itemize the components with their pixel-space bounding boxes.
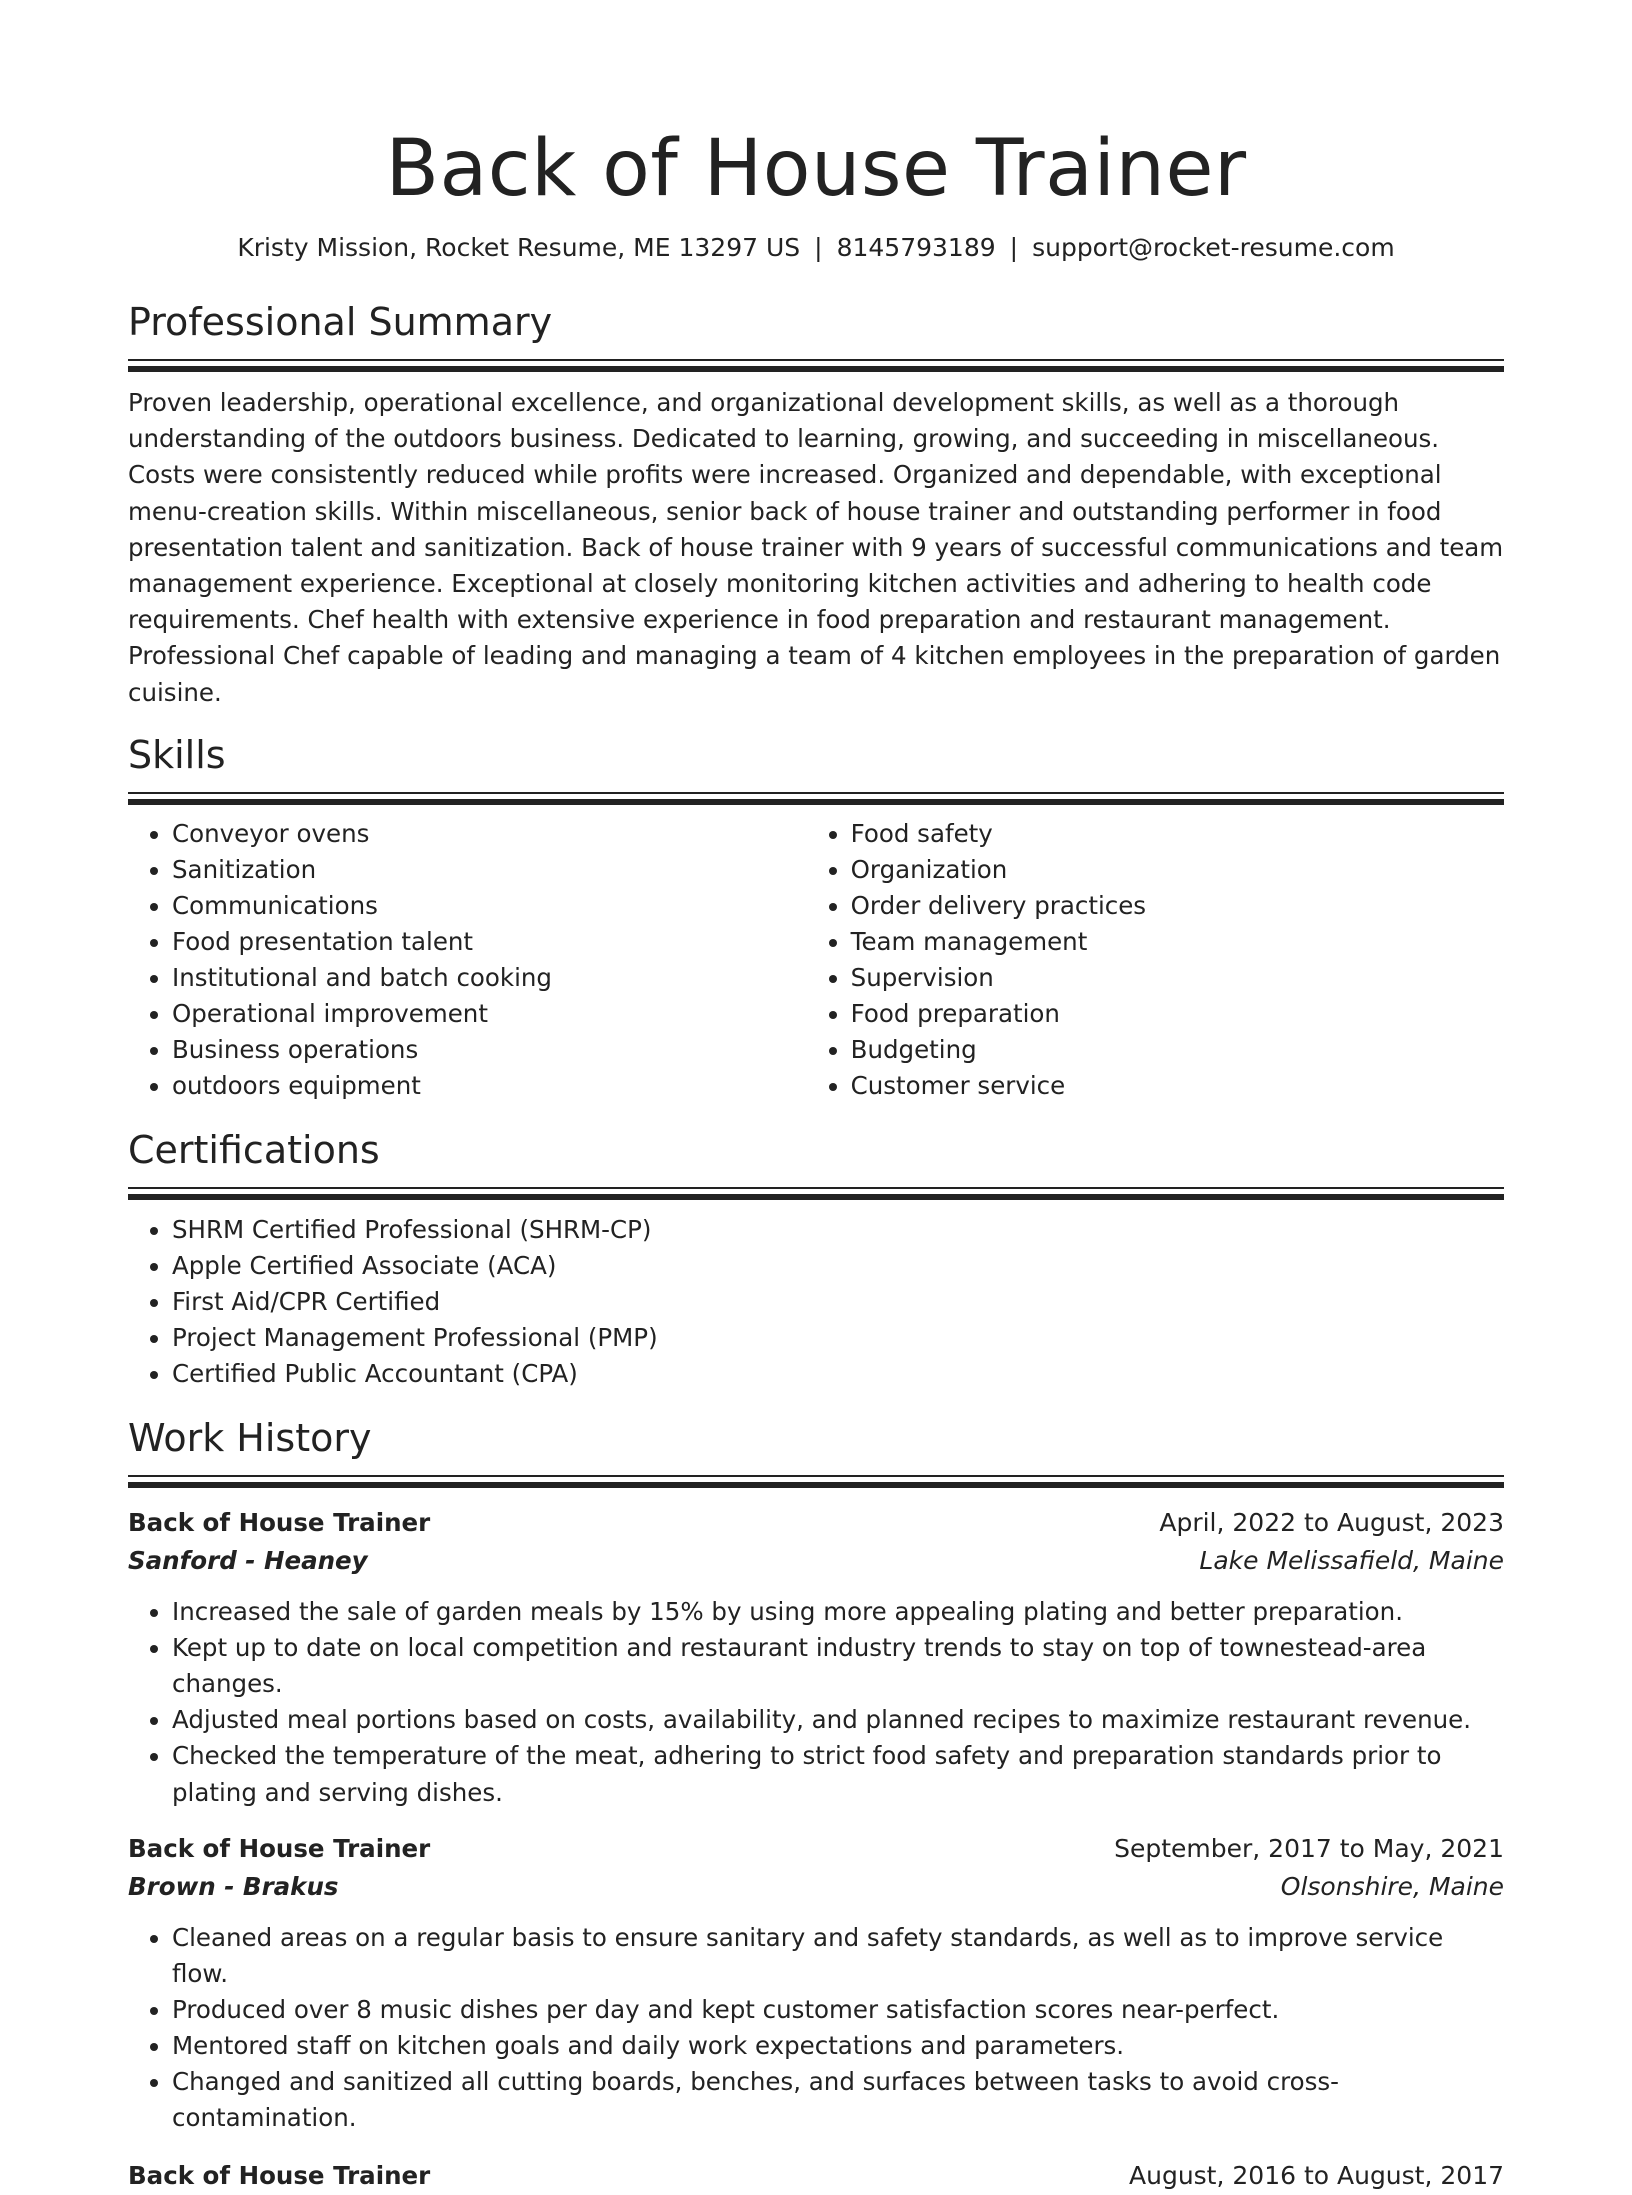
job-company: Brown - Brakus — [128, 1871, 339, 1901]
job-bullets — [128, 1594, 1504, 1811]
job-entry — [128, 1504, 1504, 1811]
skills-list-right — [807, 816, 1504, 1105]
job-title: Back of House Trainer — [128, 1833, 431, 1863]
job-bullets — [128, 1920, 1504, 2137]
contact-separator: | — [814, 233, 823, 262]
contact-email[interactable]: support@rocket-resume.com — [1032, 233, 1395, 262]
job-dates: April, 2022 to August, 2023 — [1159, 1508, 1504, 1538]
certification-item: • Apple Certified Associate (ACA) — [172, 1248, 1504, 1284]
skill-item: • Food safety — [851, 816, 1504, 852]
skills-section — [128, 732, 1504, 1105]
job-bullet: • Changed and sanitized all cutting boards, benches, and surfaces between tasks to avoid cross-contamination. — [172, 2064, 1504, 2136]
section-rule — [128, 1187, 1504, 1189]
certification-item: • SHRM Certified Professional (SHRM-CP) — [172, 1212, 1504, 1248]
section-rule-thick — [128, 366, 1504, 372]
job-bullet: • Increased the sale of garden meals by 15% by using more appealing plating and better preparation. — [172, 1594, 1504, 1630]
job-header-row — [128, 2157, 1504, 2195]
skill-item: • Customer service — [851, 1068, 1504, 1104]
section-heading-skills: Skills — [128, 732, 226, 777]
job-location: Olsonshire, Maine — [1280, 1871, 1504, 1901]
summary-text: Proven leadership, operational excellence, and organizational development skills, as well as a thorough understanding of the outdoors business. Dedicated to learning, growing, and succeeding in miscellaneous. Costs were consistently reduced while profits were increased. Organized and dependable, with exceptional menu-creation skills. Within miscellaneous, senior back of house trainer and outstanding performer in food presentation talent and sanitization. Back of house trainer with 9 years of successful communications and team management experience. Exceptional at closely monitoring kitchen activities and adhering to health code requirements. Chef health with extensive experience in food preparation and restaurant management. Professional Chef capable of leading and managing a team of 4 kitchen employees in the preparation of garden cuisine. — [128, 388, 1504, 707]
skill-item: • Budgeting — [851, 1032, 1504, 1068]
work-history-section — [128, 1415, 1504, 2195]
certification-item: • First Aid/CPR Certified — [172, 1284, 1504, 1320]
certification-item: • Certified Public Accountant (CPA) — [172, 1356, 1504, 1392]
job-title: Back of House Trainer — [128, 1508, 431, 1538]
job-bullet: • Mentored staff on kitchen goals and daily work expectations and parameters. — [172, 2028, 1504, 2064]
contact-line — [128, 232, 1504, 264]
section-rule — [128, 359, 1504, 361]
job-bullet: • Cleaned areas on a regular basis to ensure sanitary and safety standards, as well as to improve service flow. — [172, 1920, 1504, 1992]
job-entry — [128, 2157, 1504, 2195]
section-rule — [128, 1475, 1504, 1477]
section-rule-thick — [128, 1194, 1504, 1200]
job-bullet: • Checked the temperature of the meat, adhering to strict food safety and preparation standards prior to plating and serving dishes. — [172, 1738, 1504, 1810]
certification-item: • Project Management Professional (PMP) — [172, 1320, 1504, 1356]
job-company: Sanford - Heaney — [128, 1546, 368, 1576]
skill-item: • Operational improvement — [172, 996, 807, 1032]
resume-title: Back of House Trainer — [385, 124, 1247, 214]
skill-item: • outdoors equipment — [172, 1068, 807, 1104]
skill-item: • Institutional and batch cooking — [172, 960, 807, 996]
skill-item: • Conveyor ovens — [172, 816, 807, 852]
section-rule-thick — [128, 799, 1504, 805]
contact-address: Kristy Mission, Rocket Resume, ME 13297 US — [237, 233, 801, 262]
section-heading-summary: Professional Summary — [128, 300, 553, 344]
section-rule — [128, 792, 1504, 794]
skill-item: • Order delivery practices — [851, 888, 1504, 924]
skill-item: • Food presentation talent — [172, 924, 807, 960]
section-rule-thick — [128, 1482, 1504, 1488]
job-header-row — [128, 1504, 1504, 1542]
skills-grid — [128, 816, 1504, 1105]
certifications-section — [128, 1127, 1504, 1392]
skill-item: • Team management — [851, 924, 1504, 960]
section-heading-certifications: Certifications — [128, 1127, 380, 1172]
skills-list-left — [128, 816, 807, 1105]
job-subheader-row — [128, 1868, 1504, 1906]
skill-item: • Supervision — [851, 960, 1504, 996]
job-bullet: • Produced over 8 music dishes per day and kept customer satisfaction scores near-perfect. — [172, 1992, 1504, 2028]
job-dates: August, 2016 to August, 2017 — [1129, 2161, 1504, 2191]
job-location: Lake Melissafield, Maine — [1199, 1546, 1504, 1576]
section-heading-work-history: Work History — [128, 1416, 372, 1461]
certifications-list — [128, 1212, 1504, 1392]
skill-item: • Communications — [172, 888, 807, 924]
job-header-row — [128, 1830, 1504, 1868]
job-dates: September, 2017 to May, 2021 — [1114, 1833, 1504, 1863]
skill-item: • Business operations — [172, 1032, 807, 1068]
job-entry — [128, 1830, 1504, 2137]
skill-item: • Sanitization — [172, 852, 807, 888]
summary-section — [128, 299, 1504, 711]
contact-separator: | — [1009, 233, 1019, 262]
job-bullet: • Adjusted meal portions based on costs, availability, and planned recipes to maximize restaurant revenue. — [172, 1702, 1504, 1738]
resume-page — [128, 0, 1504, 2195]
contact-phone: 8145793189 — [836, 233, 996, 262]
job-bullet: • Kept up to date on local competition and restaurant industry trends to stay on top of townestead-area changes. — [172, 1630, 1504, 1702]
job-subheader-row — [128, 1542, 1504, 1580]
job-title: Back of House Trainer — [128, 2161, 431, 2191]
skill-item: • Organization — [851, 852, 1504, 888]
skill-item: • Food preparation — [851, 996, 1504, 1032]
